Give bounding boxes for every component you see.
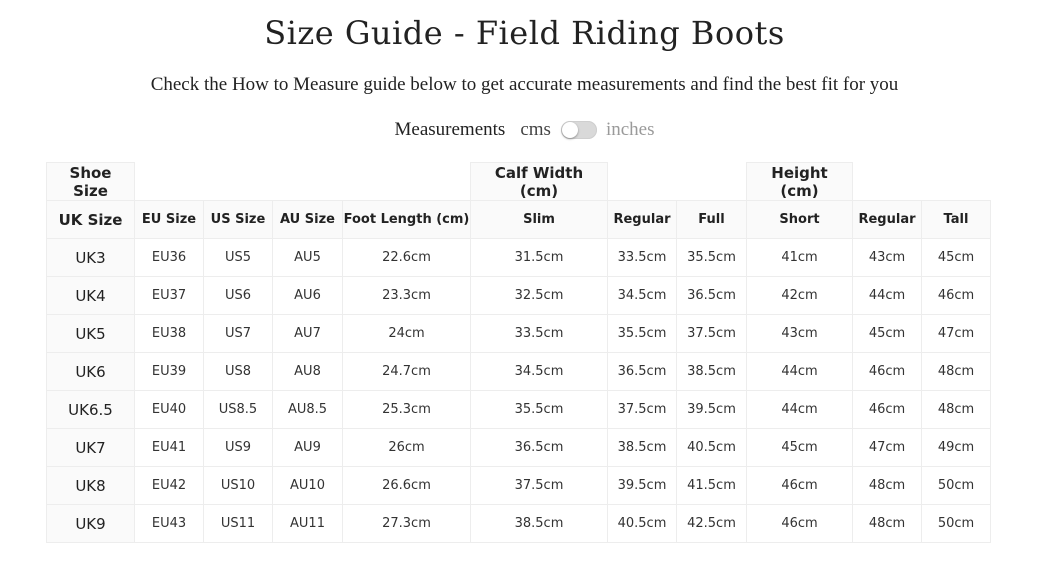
table-cell: AU8.5	[273, 391, 343, 429]
table-cell: 50cm	[922, 505, 991, 543]
table-cell: 35.5cm	[608, 315, 677, 353]
table-cell: 45cm	[853, 315, 922, 353]
table-row	[47, 467, 991, 505]
units-toggle-switch[interactable]	[561, 121, 597, 139]
size-guide-table	[46, 162, 991, 543]
table-cell: 42cm	[747, 277, 853, 315]
table-cell: EU37	[135, 277, 204, 315]
table-cell: EU42	[135, 467, 204, 505]
table-cell: 41.5cm	[677, 467, 747, 505]
table-row	[47, 505, 991, 543]
table-cell: 37.5cm	[471, 467, 608, 505]
table-cell: 42.5cm	[677, 505, 747, 543]
column-header: US Size	[204, 201, 273, 239]
table-cell: 24.7cm	[343, 353, 471, 391]
table-cell: 35.5cm	[677, 239, 747, 277]
inches-option-label[interactable]: inches	[605, 119, 655, 140]
calf-width-group-header: Calf Width (cm)	[471, 163, 608, 201]
measurements-label: Measurements	[394, 119, 506, 140]
column-header: Slim	[471, 201, 608, 239]
page-subtitle: Check the How to Measure guide below to get accurate measurements and find the best fit for you	[150, 74, 899, 95]
table-cell: AU10	[273, 467, 343, 505]
table-cell: 46cm	[747, 467, 853, 505]
table-cell: 35.5cm	[471, 391, 608, 429]
table-cell: 38.5cm	[471, 505, 608, 543]
table-cell: 39.5cm	[677, 391, 747, 429]
table-row	[47, 277, 991, 315]
column-header: Tall	[922, 201, 991, 239]
table-cell: 44cm	[747, 353, 853, 391]
table-cell: 49cm	[922, 429, 991, 467]
table-cell: 44cm	[747, 391, 853, 429]
group-header-row	[47, 163, 991, 201]
table-cell: 23.3cm	[343, 277, 471, 315]
table-cell: US6	[204, 277, 273, 315]
cms-option-label[interactable]: cms	[520, 119, 551, 140]
column-header: Regular	[853, 201, 922, 239]
table-cell: 37.5cm	[608, 391, 677, 429]
table-cell: 34.5cm	[471, 353, 608, 391]
table-cell: 43cm	[747, 315, 853, 353]
table-cell: US8.5	[204, 391, 273, 429]
table-cell: 45cm	[747, 429, 853, 467]
column-header: Foot Length (cm)	[343, 201, 471, 239]
column-header: Regular	[608, 201, 677, 239]
table-cell: US10	[204, 467, 273, 505]
table-row	[47, 391, 991, 429]
blank-header-cell	[853, 163, 991, 201]
table-cell: UK8	[47, 467, 135, 505]
table-cell: UK6.5	[47, 391, 135, 429]
table-cell: 40.5cm	[608, 505, 677, 543]
table-cell: UK3	[47, 239, 135, 277]
table-cell: 48cm	[853, 505, 922, 543]
table-cell: 41cm	[747, 239, 853, 277]
table-cell: 37.5cm	[677, 315, 747, 353]
table-cell: EU39	[135, 353, 204, 391]
blank-header-cell	[608, 163, 747, 201]
table-cell: US5	[204, 239, 273, 277]
table-cell: US7	[204, 315, 273, 353]
table-cell: EU38	[135, 315, 204, 353]
table-cell: UK9	[47, 505, 135, 543]
table-cell: AU11	[273, 505, 343, 543]
table-cell: 36.5cm	[677, 277, 747, 315]
table-cell: 45cm	[922, 239, 991, 277]
table-cell: 46cm	[853, 353, 922, 391]
table-cell: 26.6cm	[343, 467, 471, 505]
shoe-size-group-header: Shoe Size	[47, 163, 135, 201]
table-cell: 48cm	[922, 391, 991, 429]
table-cell: UK4	[47, 277, 135, 315]
table-cell: AU6	[273, 277, 343, 315]
table-cell: AU7	[273, 315, 343, 353]
table-cell: 48cm	[853, 467, 922, 505]
table-cell: 43cm	[853, 239, 922, 277]
table-cell: 38.5cm	[608, 429, 677, 467]
table-cell: 44cm	[853, 277, 922, 315]
table-cell: 25.3cm	[343, 391, 471, 429]
column-header: Full	[677, 201, 747, 239]
table-cell: AU8	[273, 353, 343, 391]
table-cell: 39.5cm	[608, 467, 677, 505]
table-row	[47, 239, 991, 277]
table-cell: 34.5cm	[608, 277, 677, 315]
table-cell: 46cm	[747, 505, 853, 543]
table-cell: 48cm	[922, 353, 991, 391]
table-cell: 27.3cm	[343, 505, 471, 543]
table-cell: EU41	[135, 429, 204, 467]
table-cell: 46cm	[853, 391, 922, 429]
blank-header-cell	[135, 163, 471, 201]
units-toggle-row	[0, 117, 1049, 143]
table-cell: 47cm	[853, 429, 922, 467]
table-cell: 31.5cm	[471, 239, 608, 277]
table-cell: US9	[204, 429, 273, 467]
table-cell: US8	[204, 353, 273, 391]
column-header: EU Size	[135, 201, 204, 239]
table-cell: UK5	[47, 315, 135, 353]
column-header: Short	[747, 201, 853, 239]
table-cell: 40.5cm	[677, 429, 747, 467]
table-cell: 33.5cm	[471, 315, 608, 353]
table-cell: 24cm	[343, 315, 471, 353]
table-row	[47, 429, 991, 467]
table-cell: 47cm	[922, 315, 991, 353]
table-row	[47, 315, 991, 353]
table-cell: 46cm	[922, 277, 991, 315]
table-row	[47, 353, 991, 391]
toggle-knob	[562, 122, 578, 138]
table-cell: 36.5cm	[608, 353, 677, 391]
table-cell: 36.5cm	[471, 429, 608, 467]
table-cell: 32.5cm	[471, 277, 608, 315]
table-cell: 22.6cm	[343, 239, 471, 277]
height-group-header: Height (cm)	[747, 163, 853, 201]
table-cell: UK7	[47, 429, 135, 467]
column-header-row	[47, 201, 991, 239]
column-header: UK Size	[47, 201, 135, 239]
table-cell: 38.5cm	[677, 353, 747, 391]
table-cell: AU5	[273, 239, 343, 277]
page-title: Size Guide - Field Riding Boots	[264, 14, 785, 52]
table-cell: US11	[204, 505, 273, 543]
table-cell: 26cm	[343, 429, 471, 467]
table-cell: EU40	[135, 391, 204, 429]
table-cell: 50cm	[922, 467, 991, 505]
table-cell: EU43	[135, 505, 204, 543]
column-header: AU Size	[273, 201, 343, 239]
table-cell: 33.5cm	[608, 239, 677, 277]
table-cell: EU36	[135, 239, 204, 277]
table-cell: AU9	[273, 429, 343, 467]
table-cell: UK6	[47, 353, 135, 391]
